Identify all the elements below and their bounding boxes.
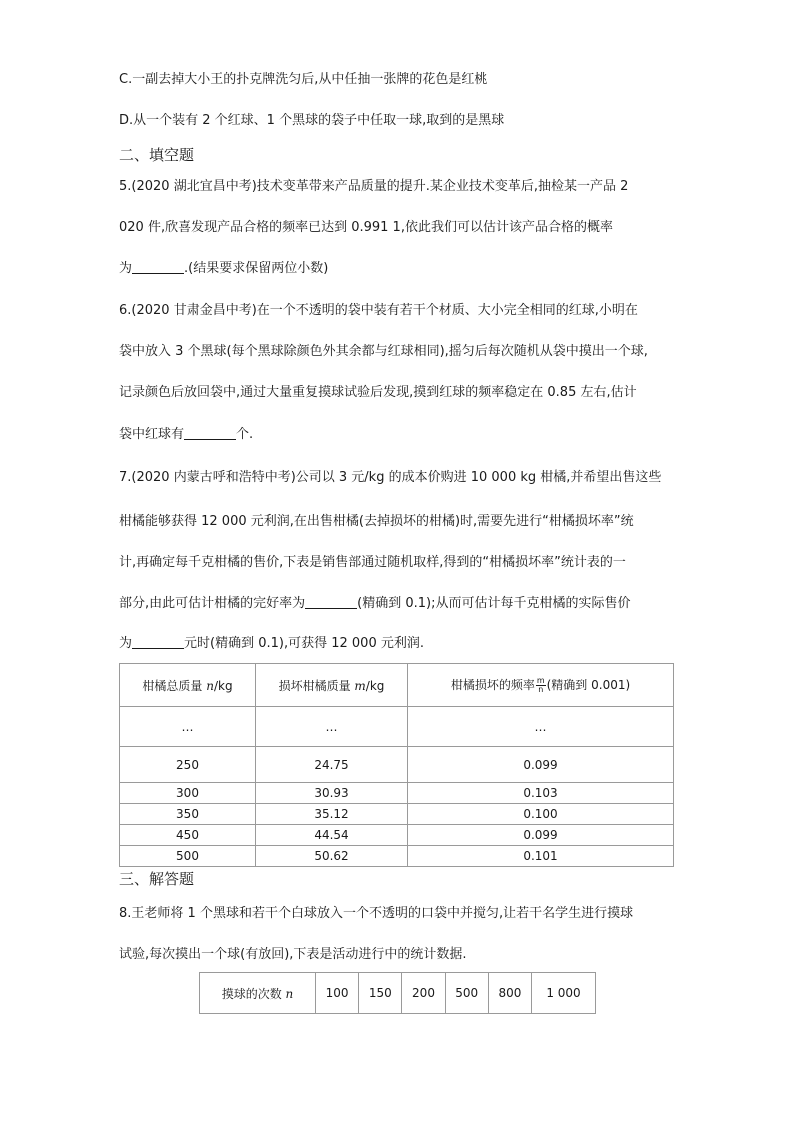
table-cell: 1 000 xyxy=(532,973,596,1014)
table-cell: 500 xyxy=(445,973,488,1014)
q6-line-4 xyxy=(119,425,253,444)
q7-line-1: 7.(2020 内蒙古呼和浩特中考)公司以 3 元/kg 的成本价购进 10 000 kg 柑橘,并希望出售这些 xyxy=(119,470,662,485)
table-cell: 44.54 xyxy=(256,825,408,846)
table-row xyxy=(120,783,674,804)
option-d: D.从一个装有 2 个红球、1 个黑球的袋子中任取一球,取到的是黑球 xyxy=(119,113,505,128)
header-damage-frequency: 柑橘损坏的频率 $\frac{m}{n}$ (精确到 0.001) xyxy=(408,664,674,707)
table-cell: 100 xyxy=(316,973,359,1014)
q8-line-2: 试验,每次摸出一个球(有放回),下表是活动进行中的统计数据. xyxy=(119,947,467,962)
table-cell: 800 xyxy=(488,973,531,1014)
table-row xyxy=(120,747,674,783)
table-cell: 0.099 xyxy=(408,747,674,783)
table-ellipsis-row xyxy=(120,707,674,747)
q5-text-before-blank: 为 xyxy=(119,261,133,276)
q8-line-1: 8.王老师将 1 个黑球和若干个白球放入一个不透明的口袋中并搅匀,让若干名学生进行摸球 xyxy=(119,906,634,921)
q5-line-1: 5.(2020 湖北宜昌中考)技术变革带来产品质量的提升.某企业技术变革后,抽检某一产品 2 xyxy=(119,179,629,194)
table-cell: 0.101 xyxy=(408,846,674,867)
section-fill-in-title: 二、填空题 xyxy=(119,146,195,164)
q7-text-before-blank-2: 为 xyxy=(119,636,133,651)
draw-count-table xyxy=(199,972,596,1014)
q6-text-after-blank: 个. xyxy=(236,427,254,442)
q7-line-3: 计,再确定每千克柑橘的售价,下表是销售部通过随机取样,得到的“柑橘损坏率”统计表的一 xyxy=(119,555,626,570)
q7-text-after-blank-1: (精确到 0.1);从而可估计每千克柑橘的实际售价 xyxy=(357,596,631,611)
table-cell: 50.62 xyxy=(256,846,408,867)
table-row xyxy=(120,846,674,867)
q7-answer-blank-1[interactable] xyxy=(305,594,357,609)
table-header-row xyxy=(120,664,674,707)
table-cell: 200 xyxy=(402,973,445,1014)
q5-line-2: 020 件,欣喜发现产品合格的频率已达到 0.991 1,依此我们可以估计该产品合格的概率 xyxy=(119,220,613,235)
table-cell: 450 xyxy=(120,825,256,846)
table-cell: … xyxy=(256,707,408,747)
q6-line-1: 6.(2020 甘肃金昌中考)在一个不透明的袋中装有若干个材质、大小完全相同的红球,小明在 xyxy=(119,303,638,318)
q7-answer-blank-2[interactable] xyxy=(132,634,184,649)
table-cell: 500 xyxy=(120,846,256,867)
table-cell: 150 xyxy=(359,973,402,1014)
table-row xyxy=(120,825,674,846)
table-cell: 350 xyxy=(120,804,256,825)
q6-answer-blank[interactable] xyxy=(184,425,236,440)
table-cell: 35.12 xyxy=(256,804,408,825)
q7-line-4 xyxy=(119,594,630,613)
table-cell: 250 xyxy=(120,747,256,783)
header-total-mass: 柑橘总质量 n/kg xyxy=(120,664,256,707)
draw-count-label: 摸球的次数 n xyxy=(200,973,316,1014)
table-cell: … xyxy=(408,707,674,747)
header-damaged-mass: 损坏柑橘质量 m/kg xyxy=(256,664,408,707)
table-cell: 24.75 xyxy=(256,747,408,783)
table-cell: 0.103 xyxy=(408,783,674,804)
option-c: C.一副去掉大小王的扑克牌洗匀后,从中任抽一张牌的花色是红桃 xyxy=(119,72,488,87)
q6-text-before-blank: 袋中红球有 xyxy=(119,427,185,442)
table-cell: 300 xyxy=(120,783,256,804)
table-cell: … xyxy=(120,707,256,747)
q6-line-3: 记录颜色后放回袋中,通过大量重复摸球试验后发现,摸到红球的频率稳定在 0.85 左右,估计 xyxy=(119,385,637,400)
citrus-damage-table xyxy=(119,663,674,867)
q7-text-before-blank-1: 部分,由此可估计柑橘的完好率为 xyxy=(119,596,306,611)
fraction-m-over-n: $\frac{m}{n}$ xyxy=(536,676,545,694)
table-cell: 30.93 xyxy=(256,783,408,804)
q6-line-2: 袋中放入 3 个黑球(每个黑球除颜色外其余都与红球相同),摇匀后每次随机从袋中摸出一个球, xyxy=(119,344,648,359)
q5-line-3 xyxy=(119,259,328,278)
table-cell: 0.100 xyxy=(408,804,674,825)
section-answer-title: 三、解答题 xyxy=(119,870,195,888)
q5-text-after-blank: .(结果要求保留两位小数) xyxy=(184,261,329,276)
table-cell: 0.099 xyxy=(408,825,674,846)
q5-answer-blank[interactable] xyxy=(132,259,184,274)
q7-line-5 xyxy=(119,634,424,653)
q7-text-after-blank-2: 元时(精确到 0.1),可获得 12 000 元利润. xyxy=(184,636,424,651)
table-row xyxy=(120,804,674,825)
q7-line-2: 柑橘能够获得 12 000 元利润,在出售柑橘(去掉损坏的柑橘)时,需要先进行“柑橘损坏率”统 xyxy=(119,514,634,529)
table-row xyxy=(200,973,596,1014)
